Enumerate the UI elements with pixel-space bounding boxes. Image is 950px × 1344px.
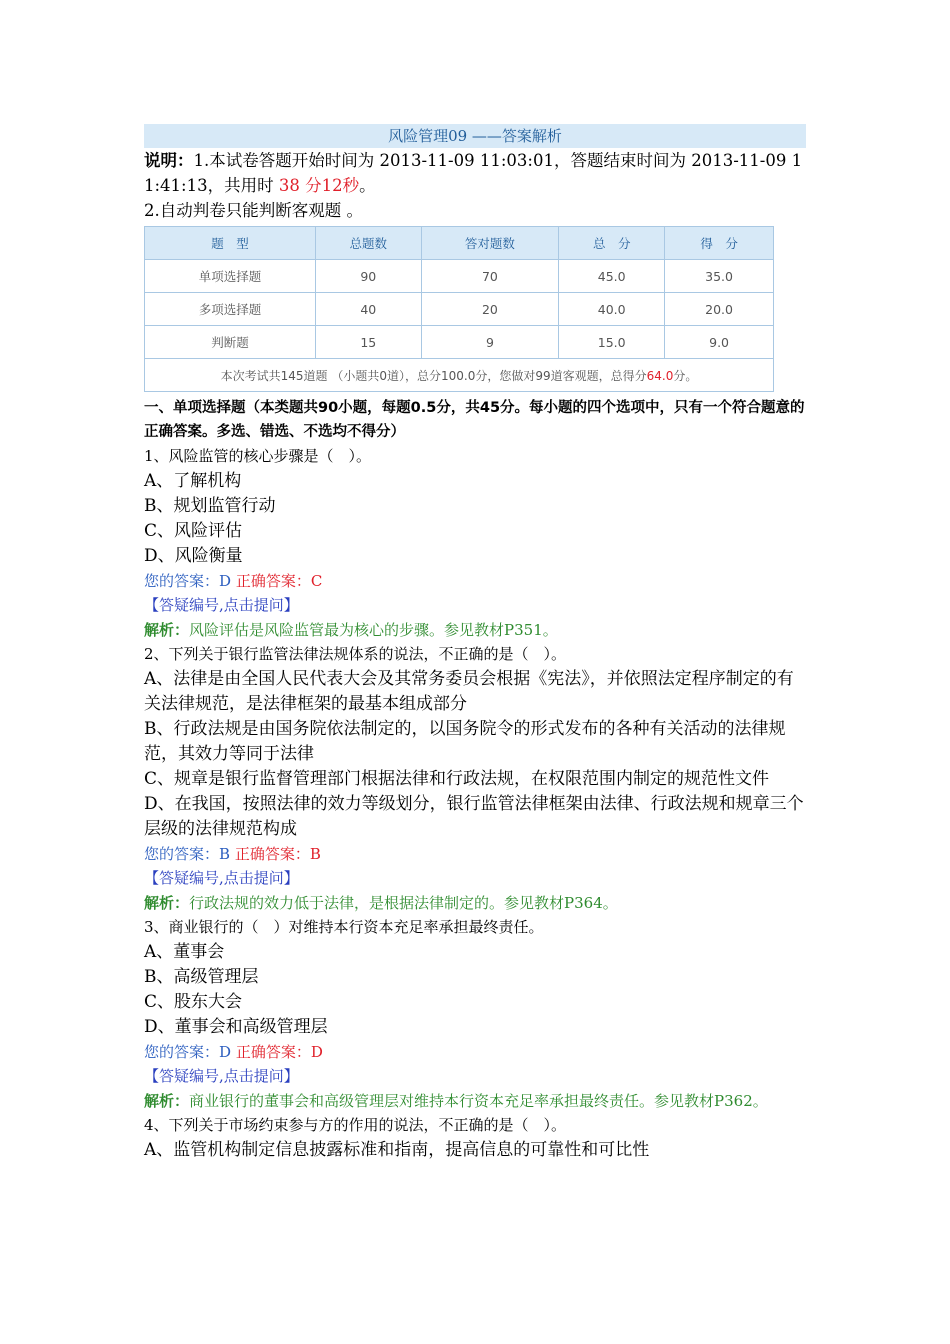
explanation [144, 891, 806, 916]
option-d: D、在我国，按照法律的效力等级划分，银行监管法律框架由法律、行政法规和规章三个层级的法律规范构成 [144, 793, 804, 839]
explanation-label: 解析： [144, 893, 190, 912]
col-correct: 答对题数 [421, 227, 559, 260]
cell: 9.0 [665, 326, 774, 359]
cell: 单项选择题 [145, 260, 316, 293]
summary-suffix: 分。 [673, 368, 698, 383]
cell: 15.0 [559, 326, 665, 359]
cell: 35.0 [665, 260, 774, 293]
cell: 45.0 [559, 260, 665, 293]
description-line2: 2.自动判卷只能判断客观题 。 [144, 201, 363, 220]
description-line1: 1.本试卷答题开始时间为 2013-11-09 11:03:01，答题结束时间为 2013-11-09 11:41:13，共用时 [144, 151, 803, 195]
question-3 [144, 915, 806, 1113]
description [144, 148, 806, 198]
cell: 20 [421, 293, 559, 326]
option-a: A、监管机构制定信息披露标准和指南，提高信息的可靠性和可比性 [144, 1139, 650, 1160]
cell: 判断题 [145, 326, 316, 359]
question-2 [144, 642, 806, 915]
your-answer: D [219, 571, 232, 590]
explanation-text: 商业银行的董事会和高级管理层对维持本行资本充足率承担最终责任。参见教材P362。 [189, 1091, 768, 1110]
question-stem: 2、下列关于银行监管法律法规体系的说法，不正确的是（ ）。 [144, 645, 567, 663]
explanation-label: 解析： [144, 620, 190, 639]
col-type: 题 型 [145, 227, 316, 260]
your-answer-label: 您的答案： [144, 844, 220, 863]
ask-question-link[interactable]: 【答疑编号,点击提问】 [144, 1067, 299, 1085]
cell: 40 [316, 293, 422, 326]
summary-row [145, 359, 774, 392]
page-title: 风险管理09 ——答案解析 [144, 124, 806, 148]
correct-answer-label: 正确答案： [235, 571, 311, 590]
explanation-text: 风险评估是风险监管最为核心的步骤。参见教材P351。 [189, 620, 558, 639]
option-b: B、高级管理层 [144, 966, 259, 987]
option-c: C、股东大会 [144, 991, 243, 1012]
question-4 [144, 1113, 806, 1163]
your-answer-label: 您的答案： [144, 1042, 220, 1061]
cell: 多项选择题 [145, 293, 316, 326]
explanation [144, 618, 806, 643]
summary-cell [145, 359, 774, 392]
option-d: D、风险衡量 [144, 545, 243, 566]
score-table-header [145, 227, 774, 260]
correct-answer: B [309, 844, 321, 863]
ask-question-link[interactable]: 【答疑编号,点击提问】 [144, 869, 299, 887]
option-b: B、行政法规是由国务院依法制定的，以国务院令的形式发布的各种有关活动的法律规范，其效力等同于法律 [144, 718, 786, 764]
correct-answer-label: 正确答案： [234, 844, 310, 863]
option-a: A、法律是由全国人民代表大会及其常务委员会根据《宪法》，并依照法定程序制定的有关法律规范，是法律框架的最基本组成部分 [144, 668, 794, 714]
cell: 15 [316, 326, 422, 359]
correct-answer: C [310, 571, 323, 590]
section-heading: 一、单项选择题（本类题共90小题，每题0.5分，共45分。每小题的四个选项中，只有一个符合题意的正确答案。多选、错选、不选均不得分） [144, 400, 805, 440]
option-b: B、规划监管行动 [144, 495, 276, 516]
table-row [145, 260, 774, 293]
description-label: 说明： [144, 151, 194, 170]
answer-line [144, 1040, 806, 1065]
question-1 [144, 444, 806, 642]
question-stem: 4、下列关于市场约束参与方的作用的说法，不正确的是（ ）。 [144, 1116, 567, 1134]
col-score: 得 分 [665, 227, 774, 260]
col-total: 总题数 [316, 227, 422, 260]
option-c: C、风险评估 [144, 520, 243, 541]
correct-answer: D [310, 1042, 323, 1061]
cell: 70 [421, 260, 559, 293]
summary-score: 64.0 [646, 368, 674, 383]
answer-sheet [144, 124, 806, 1163]
table-row [145, 293, 774, 326]
description-line1-suffix: 。 [359, 176, 376, 195]
cell: 40.0 [559, 293, 665, 326]
ask-question-link[interactable]: 【答疑编号,点击提问】 [144, 596, 299, 614]
duration: 38 分12秒 [278, 176, 360, 195]
question-stem: 3、商业银行的（ ）对维持本行资本充足率承担最终责任。 [144, 918, 544, 936]
answer-line [144, 842, 806, 867]
option-a: A、董事会 [144, 941, 225, 962]
cell: 90 [316, 260, 422, 293]
your-answer: D [219, 1042, 232, 1061]
your-answer: B [219, 844, 231, 863]
explanation [144, 1089, 806, 1114]
correct-answer-label: 正确答案： [235, 1042, 311, 1061]
option-d: D、董事会和高级管理层 [144, 1016, 328, 1037]
col-full-score: 总 分 [559, 227, 665, 260]
score-table [144, 226, 774, 392]
explanation-text: 行政法规的效力低于法律，是根据法律制定的。参见教材P364。 [189, 893, 618, 912]
cell: 9 [421, 326, 559, 359]
question-stem: 1、风险监管的核心步骤是（ ）。 [144, 447, 372, 465]
option-a: A、了解机构 [144, 470, 242, 491]
table-row [145, 326, 774, 359]
cell: 20.0 [665, 293, 774, 326]
answer-line [144, 569, 806, 594]
summary-text: 本次考试共145道题 （小题共0道），总分100.0分，您做对99道客观题，总得分 [220, 368, 647, 383]
your-answer-label: 您的答案： [144, 571, 220, 590]
explanation-label: 解析： [144, 1091, 190, 1110]
option-c: C、规章是银行监督管理部门根据法律和行政法规，在权限范围内制定的规范性文件 [144, 768, 770, 789]
